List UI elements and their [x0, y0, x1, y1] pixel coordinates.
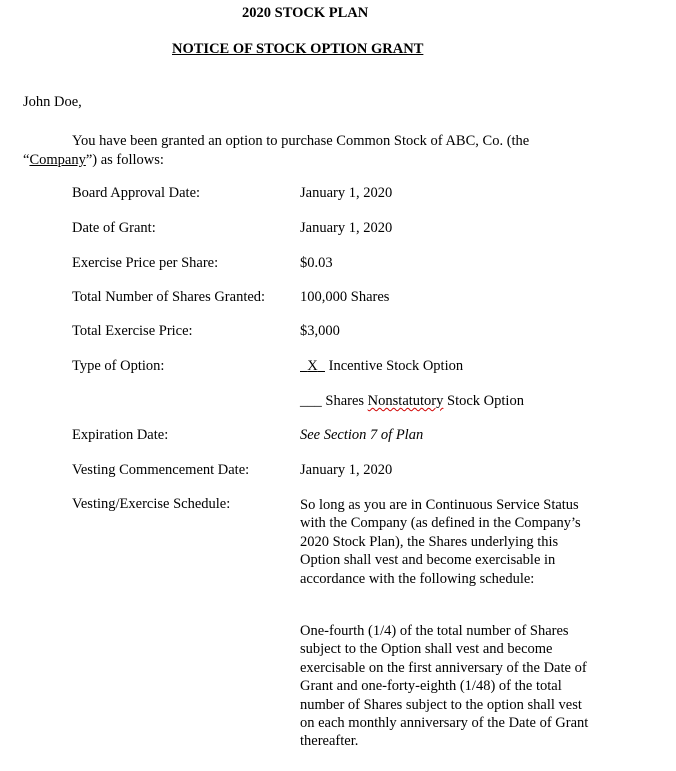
greeting: John Doe,: [23, 94, 82, 110]
total-shares-label: Total Number of Shares Granted:: [72, 289, 266, 305]
spellcheck-word: Nonstatutory: [367, 393, 444, 409]
intro-line-2: [23, 152, 164, 169]
vesting-schedule-paragraph-2: One-fourth (1/4) of the total number of Shares subject to the Option shall vest and become exercisable on the first anniversary of the Date of Grant and one-forty-eighth (1/48) of the total number of Shares subject to the option shall vest on each monthly anniversary of the Date of Grant thereafter.: [300, 623, 589, 750]
iso-mark: X: [307, 358, 318, 374]
company-term: Company: [29, 152, 86, 168]
exercise-price-value: $0.03: [300, 255, 333, 271]
type-of-option-label: Type of Option:: [72, 358, 165, 374]
total-exercise-price-label: Total Exercise Price:: [72, 323, 193, 339]
iso-text: Incentive Stock Option: [328, 358, 464, 374]
date-of-grant-value: January 1, 2020: [300, 220, 393, 236]
nso-prefix: Shares: [325, 393, 365, 409]
notice-title: NOTICE OF STOCK OPTION GRANT: [172, 41, 424, 57]
board-approval-date-value: January 1, 2020: [300, 185, 393, 201]
iso-option-line: [300, 358, 463, 375]
nso-option-line: [300, 393, 524, 410]
total-shares-value: 100,000 Shares: [300, 289, 390, 305]
intro-line-2-rest: ”) as follows:: [85, 152, 164, 168]
open-quote: “: [23, 152, 30, 168]
total-exercise-price-value: $3,000: [300, 323, 340, 339]
vesting-schedule-paragraph-1: So long as you are in Continuous Service Status with the Company (as defined in the Company’s 2020 Stock Plan), the Shares underlying this Option shall vest and become exercisable in accordance with the following schedule:: [300, 497, 581, 587]
vesting-commencement-label: Vesting Commencement Date:: [72, 462, 250, 478]
expiration-date-value: See Section 7 of Plan: [300, 427, 424, 443]
exercise-price-label: Exercise Price per Share:: [72, 255, 219, 271]
vesting-commencement-value: January 1, 2020: [300, 462, 393, 478]
board-approval-date-label: Board Approval Date:: [72, 185, 201, 201]
nso-mark: ___: [300, 393, 322, 409]
nso-suffix: Stock Option: [447, 393, 524, 409]
plan-title: 2020 STOCK PLAN: [242, 5, 369, 21]
date-of-grant-label: Date of Grant:: [72, 220, 156, 236]
vesting-schedule-label: Vesting/Exercise Schedule:: [72, 496, 231, 512]
intro-line-1: You have been granted an option to purchase Common Stock of ABC, Co. (the: [72, 133, 530, 149]
expiration-date-label: Expiration Date:: [72, 427, 169, 443]
